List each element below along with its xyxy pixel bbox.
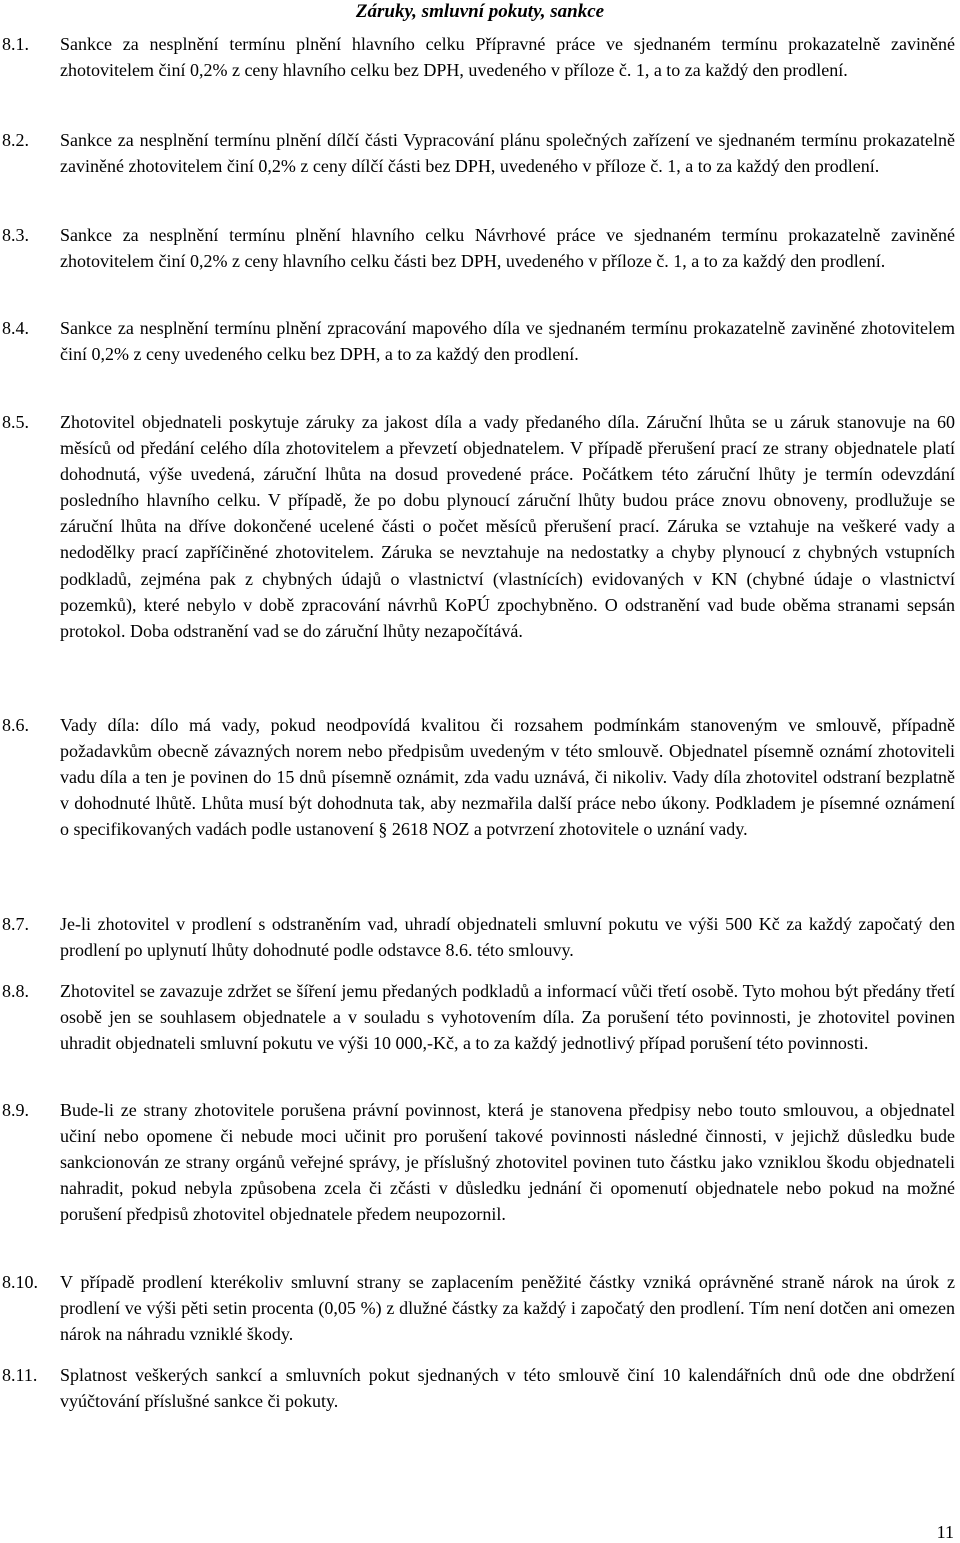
clause-8-6	[0, 712, 958, 842]
page-number: 11	[936, 1522, 954, 1542]
clause-number: 8.8.	[2, 981, 29, 1001]
clause-8-7	[0, 911, 958, 963]
clause-text: Vady díla: dílo má vady, pokud neodpovídá kvalitou či rozsahem podmínkám stanoveným ve smlouvě, případně požadavkům obecně závazných norem nebo předpisům uvedeným v této smlouvě. Objednatel písemně oznámí zhotoviteli vadu díla a ten je povinen do 15 dnů písemně oznámit, zda vadu uznává, či nikoliv. Vady díla zhotovitel odstraní bezplatně v dohodnuté lhůtě. Lhůta musí být dohodnuta tak, aby nezmařila další práce nebo úkony. Podkladem je písemné oznámení o specifikovaných vadách podle ustanovení § 2618 NOZ a potvrzení zhotovitele o uznání vady.	[60, 715, 955, 840]
clause-text: V případě prodlení kterékoliv smluvní strany se zaplacením peněžité částky vzniká oprávněné straně nárok na úrok z prodlení ve výši pěti setin procenta (0,05 %) z dlužné částky za každý i započatý den prodlení. Tím není dotčen ani omezen nárok na náhradu vzniklé škody.	[60, 1272, 955, 1345]
clause-8-10	[0, 1269, 958, 1347]
section-heading: Záruky, smluvní pokuty, sankce	[355, 1, 605, 22]
clause-text: Sankce za nesplnění termínu plnění zpracování mapového díla ve sjednaném termínu prokazatelně zaviněné zhotovitelem činí 0,2% z ceny uvedeného celku bez DPH, a to za každý den prodlení.	[60, 318, 955, 365]
clause-8-4	[0, 315, 958, 367]
clause-number: 8.9.	[2, 1100, 29, 1120]
clause-8-3	[0, 222, 958, 274]
clause-8-8	[0, 978, 958, 1056]
clause-text: Sankce za nesplnění termínu plnění hlavního celku Návrhové práce ve sjednaném termínu prokazatelně zaviněné zhotovitelem činí 0,2% z ceny hlavního celku části bez DPH, uvedeného v příloze č. 1, a to za každý den prodlení.	[60, 225, 955, 272]
clause-number: 8.2.	[2, 130, 29, 150]
clause-text: Bude-li ze strany zhotovitele porušena právní povinnost, která je stanovena předpisy nebo touto smlouvou, a objednatel učiní nebo opomene či nebude moci učinit pro porušení takové povinnosti následné činnosti, v jejichž důsledku bude sankcionován ze strany orgánů veřejné správy, je příslušný zhotovitel povinen tuto částku jako vzniklou škodu objednateli nahradit, pokud nebyla způsobena zcela či zčásti v důsledku jednání či opomenutí objednatele nebo pokud na možné porušení předpisů zhotovitel objednatele předem neupozornil.	[60, 1100, 955, 1225]
clause-8-5	[0, 409, 958, 644]
clause-text: Zhotovitel objednateli poskytuje záruky za jakost díla a vady předaného díla. Záruční lhůta se u záruk stanovuje na 60 měsíců od předání celého díla zhotovitelem a převzetí objednatelem. V případě přerušení prací ze strany objednatele platí dohodnutá, výše uvedená, záruční lhůta na dosud provedené práce. Počátkem této záruční lhůty je termín odevzdání posledního hlavního celku. V případě, že po dobu plynoucí záruční lhůty budou práce znovu obnoveny, prodlužuje se záruční lhůta na dříve dokončené ucelené části o počet měsíců přerušení prací. Záruka se vztahuje na veškeré vady a nedodělky prací zapříčiněné zhotovitelem. Záruka se nevztahuje na nedostatky a chyby plynoucí z chybných vstupních podkladů, zejména pak z chybných údajů o vlastnictví (vlastnících) evidovaných v KN (chybné údaje o vlastnictví pozemků), které nebylo v době zpracování návrhů KoPÚ zpochybněno. O odstranění vad bude oběma stranami sepsán protokol. Doba odstranění vad se do záruční lhůty nezapočítává.	[60, 412, 955, 641]
clause-8-9	[0, 1097, 958, 1227]
clause-number: 8.6.	[2, 715, 29, 735]
clause-number: 8.5.	[2, 412, 29, 432]
clause-text: Sankce za nesplnění termínu plnění dílčí části Vypracování plánu společných zařízení ve sjednaném termínu prokazatelně zaviněné zhotovitelem činí 0,2% z ceny dílčí části bez DPH, uvedeného v příloze č. 1, a to za každý den prodlení.	[60, 130, 955, 177]
clause-number: 8.11.	[2, 1365, 38, 1385]
clause-text: Je-li zhotovitel v prodlení s odstraněním vad, uhradí objednateli smluvní pokutu ve výši 500 Kč za každý započatý den prodlení po uplynutí lhůty dohodnuté podle odstavce 8.6. této smlouvy.	[60, 914, 955, 961]
clause-number: 8.4.	[2, 318, 29, 338]
clause-number: 8.7.	[2, 914, 29, 934]
clause-text: Zhotovitel se zavazuje zdržet se šíření jemu předaných podkladů a informací vůči třetí osobě. Tyto mohou být předány třetí osobě jen se souhlasem objednatele a v souladu s vyhotovením díla. Za porušení této povinnosti, je zhotovitel povinen uhradit objednateli smluvní pokutu ve výši 10 000,-Kč, a to za každý jednotlivý případ porušení této povinnosti.	[60, 981, 955, 1054]
clause-number: 8.1.	[2, 34, 29, 54]
clause-8-1	[0, 31, 958, 83]
clause-8-11	[0, 1362, 958, 1414]
clause-8-2	[0, 127, 958, 179]
clause-number: 8.10.	[2, 1272, 38, 1292]
clause-text: Sankce za nesplnění termínu plnění hlavního celku Přípravné práce ve sjednaném termínu prokazatelně zaviněné zhotovitelem činí 0,2% z ceny hlavního celku bez DPH, uvedeného v příloze č. 1, a to za každý den prodlení.	[60, 34, 955, 81]
clause-text: Splatnost veškerých sankcí a smluvních pokut sjednaných v této smlouvě činí 10 kalendářních dnů ode dne obdržení vyúčtování příslušné sankce či pokuty.	[60, 1365, 955, 1412]
clause-number: 8.3.	[2, 225, 29, 245]
